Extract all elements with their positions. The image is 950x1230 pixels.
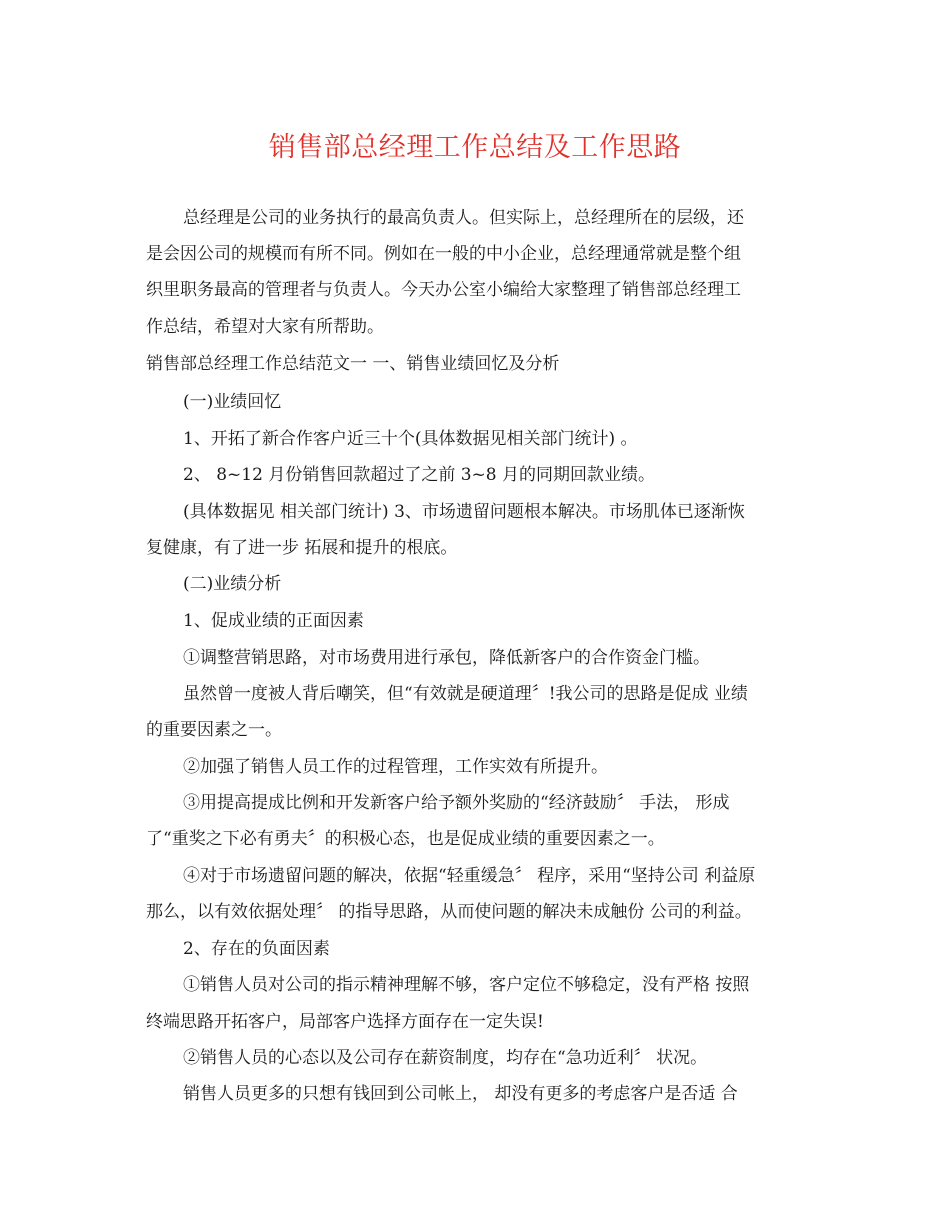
subsection-heading: (一)业绩回忆 [183,392,282,412]
paragraph-line: 终端思路开拓客户，局部客户选择方面存在一定失误! [146,1012,544,1032]
paragraph-line: 销售人员更多的只想有钱回到公司帐上， 却没有更多的考虑客户是否适 合 [183,1084,738,1104]
paragraph-line: ①调整营销思路，对市场费用进行承包，降低新客户的合作资金门槛。 [183,648,710,668]
paragraph-line: 的重要因素之一。 [146,720,282,740]
subsection-heading: (二)业绩分析 [183,574,282,594]
paragraph-line: 1、开拓了新合作客户近三十个(具体数据见相关部门统计) 。 [183,429,638,449]
paragraph-line: 总经理是公司的业务执行的最高负责人。但实际上，总经理所在的层级，还 [183,208,744,228]
paragraph-line: 虽然曾一度被人背后嘲笑，但“有效就是硬道理〞!我公司的思路是促成 业绩 [183,684,748,704]
paragraph-line: 2、 8~12 月份销售回款超过了之前 3~8 月的同期回款业绩。 [183,465,655,485]
paragraph-line: ②销售人员的心态以及公司存在薪资制度，均存在“急功近利〞 状况。 [183,1048,708,1068]
paragraph-line: 作总结，希望对大家有所帮助。 [146,317,384,337]
paragraph-line: ③用提高提成比例和开发新客户给予额外奖励的“经济鼓励〞 手法， 形成 [183,793,730,813]
section-heading-line: 销售部总经理工作总结范文一 一、销售业绩回忆及分析 [146,354,560,374]
paragraph-line: 复健康，有了进一步 拓展和提升的根底。 [146,538,458,558]
paragraph-line: 1、促成业绩的正面因素 [183,611,364,631]
paragraph-line: ②加强了销售人员工作的过程管理，工作实效有所提升。 [183,757,608,777]
paragraph-line: (具体数据见 相关部门统计) 3、市场遗留问题根本解决。市场肌体已逐渐恢 [183,502,745,522]
paragraph-line: 那么，以有效依据处理〞 的指导思路，从而使问题的解决未成触份 公司的利益。 [146,902,752,922]
paragraph-line: 了“重奖之下必有勇夫〞的积极心态，也是促成业绩的重要因素之一。 [146,829,665,849]
paragraph-line: 2、存在的负面因素 [183,939,330,959]
document-title: 销售部总经理工作总结及工作思路 [268,132,682,163]
paragraph-line: ④对于市场遗留问题的解决，依据“轻重缓急〞 程序，采用“坚持公司 利益原 [183,866,756,886]
paragraph-line: 是会因公司的规模而有所不同。例如在一般的中小企业，总经理通常就是整个组 [146,244,741,264]
paragraph-line: ①销售人员对公司的指示精神理解不够，客户定位不够稳定，没有严格 按照 [183,975,750,995]
paragraph-line: 织里职务最高的管理者与负责人。今天办公室小编给大家整理了销售部总经理工 [146,280,741,300]
